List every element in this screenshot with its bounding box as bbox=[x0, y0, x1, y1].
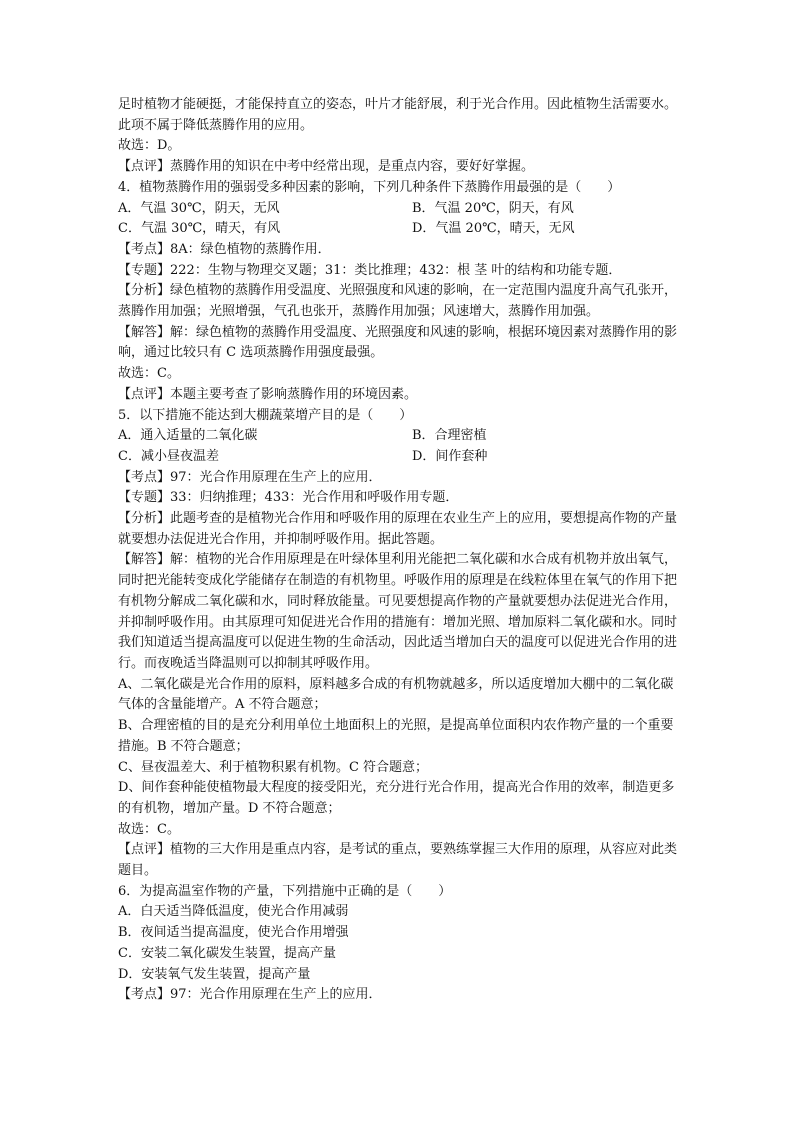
answer-line: 故选：C。 bbox=[118, 821, 180, 837]
comment-line: 【点评】植物的三大作用是重点内容，是考试的重点，要熟练掌握三大作用的原理，从容应对此类题目。 bbox=[118, 842, 678, 879]
option-c: C．安装二氧化碳发生装置，提高产量 bbox=[118, 945, 336, 961]
topic-line: 【专题】222：生物与物理交叉题；31：类比推理；432：根 茎 叶的结构和功能专题． bbox=[118, 262, 622, 278]
solution-line: 【解答】解：绿色植物的蒸腾作用受温度、光照强度和风速的影响，根据环境因素对蒸腾作用的影响，通过比较只有 C 选项蒸腾作用强度最强。 bbox=[118, 324, 678, 361]
option-b: B．气温 20℃，阴天，有风 bbox=[412, 200, 574, 216]
options-row bbox=[118, 219, 678, 240]
knowledge-point: 【考点】97：光合作用原理在生产上的应用． bbox=[118, 469, 382, 485]
option-c: C．气温 30℃，晴天，有风 bbox=[118, 221, 281, 237]
option-a: A．气温 30℃，阴天，无风 bbox=[118, 200, 280, 216]
options-row bbox=[118, 426, 678, 447]
option-d: D．间作套种 bbox=[412, 448, 488, 464]
topic-line: 【专题】33：归纳推理；433：光合作用和呼吸作用专题． bbox=[118, 490, 459, 506]
solution-item-b: B、合理密植的目的是充分利用单位土地面积上的光照，是提高单位面积内农作物产量的一个重要措施。B 不符合题意； bbox=[118, 718, 674, 754]
option-a: A．通入适量的二氧化碳 bbox=[118, 428, 258, 444]
knowledge-point: 【考点】97：光合作用原理在生产上的应用． bbox=[118, 987, 382, 1003]
options-row bbox=[118, 447, 678, 468]
solution-item-a: A、二氧化碳是光合作用的原料，原料越多合成的有机物就越多，所以适度增加大棚中的二氧化碳气体的含量能增产。A 不符合题意； bbox=[118, 676, 674, 713]
option-d: D．安装氧气发生装置，提高产量 bbox=[118, 966, 311, 982]
option-a: A．白天适当降低温度，使光合作用减弱 bbox=[118, 904, 349, 920]
solution-line: 【解答】解：植物的光合作用原理是在叶绿体里利用光能把二氧化碳和水合成有机物并放出氧气，同时把光能转变成化学能储存在制造的有机物里。呼吸作用的原理是在线粒体里在氧气的作用下把有机物分解成二氧化碳和水，同时释放能量。可见要想提高作物的产量就要想办法促进光合作用，并抑制呼吸作用。由其原理可知促进光合作用的措施有：增加光照、增加原料二氧化碳和水。同时我们知道适当提高温度可以促进生物的生命活动，因此适当增加白天的温度可以促进光合作用的进行。而夜晚适当降温则可以抑制其呼吸作用。 bbox=[118, 552, 678, 671]
question-4: 4．植物蒸腾作用的强弱受多种因素的影响，下列几种条件下蒸腾作用最强的是（ ） bbox=[118, 179, 621, 195]
text-line: 足时植物才能硬挺，才能保持直立的姿态，叶片才能舒展，利于光合作用。因此植物生活需要水。此项不属于降低蒸腾作用的应用。 bbox=[118, 97, 678, 133]
options-row bbox=[118, 199, 678, 220]
knowledge-point: 【考点】8A：绿色植物的蒸腾作用． bbox=[118, 241, 331, 257]
option-b: B．合理密植 bbox=[412, 428, 487, 444]
solution-item-d: D、间作套种能使植物最大程度的接受阳光，充分进行光合作用，提高光合作用的效率，制造更多的有机物，增加产量。D 不符合题意； bbox=[118, 780, 675, 816]
answer-line: 故选：D。 bbox=[118, 138, 181, 154]
answer-line: 故选：C。 bbox=[118, 366, 180, 382]
comment-line: 【点评】本题主要考查了影响蒸腾作用的环境因素。 bbox=[118, 386, 418, 402]
document-body bbox=[118, 95, 678, 1006]
solution-item-c: C、昼夜温差大、利于植物积累有机物。C 符合题意； bbox=[118, 759, 429, 775]
analysis-line: 【分析】绿色植物的蒸腾作用受温度、光照强度和风速的影响，在一定范围内温度升高气孔张开，蒸腾作用加强；光照增强，气孔也张开，蒸腾作用加强；风速增大，蒸腾作用加强。 bbox=[118, 283, 678, 320]
comment-line: 【点评】蒸腾作用的知识在中考中经常出现，是重点内容，要好好掌握。 bbox=[118, 159, 535, 175]
option-d: D．气温 20℃，晴天，无风 bbox=[412, 221, 575, 237]
question-5: 5．以下措施不能达到大棚蔬菜增产目的是（ ） bbox=[118, 407, 413, 423]
question-6: 6．为提高温室作物的产量，下列措施中正确的是（ ） bbox=[118, 883, 452, 899]
analysis-line: 【分析】此题考查的是植物光合作用和呼吸作用的原理在农业生产上的应用，要想提高作物的产量就要想办法促进光合作用，并抑制呼吸作用。据此答题。 bbox=[118, 511, 678, 547]
option-b: B．夜间适当提高温度，使光合作用增强 bbox=[118, 925, 349, 941]
option-c: C．减小昼夜温差 bbox=[118, 448, 219, 464]
